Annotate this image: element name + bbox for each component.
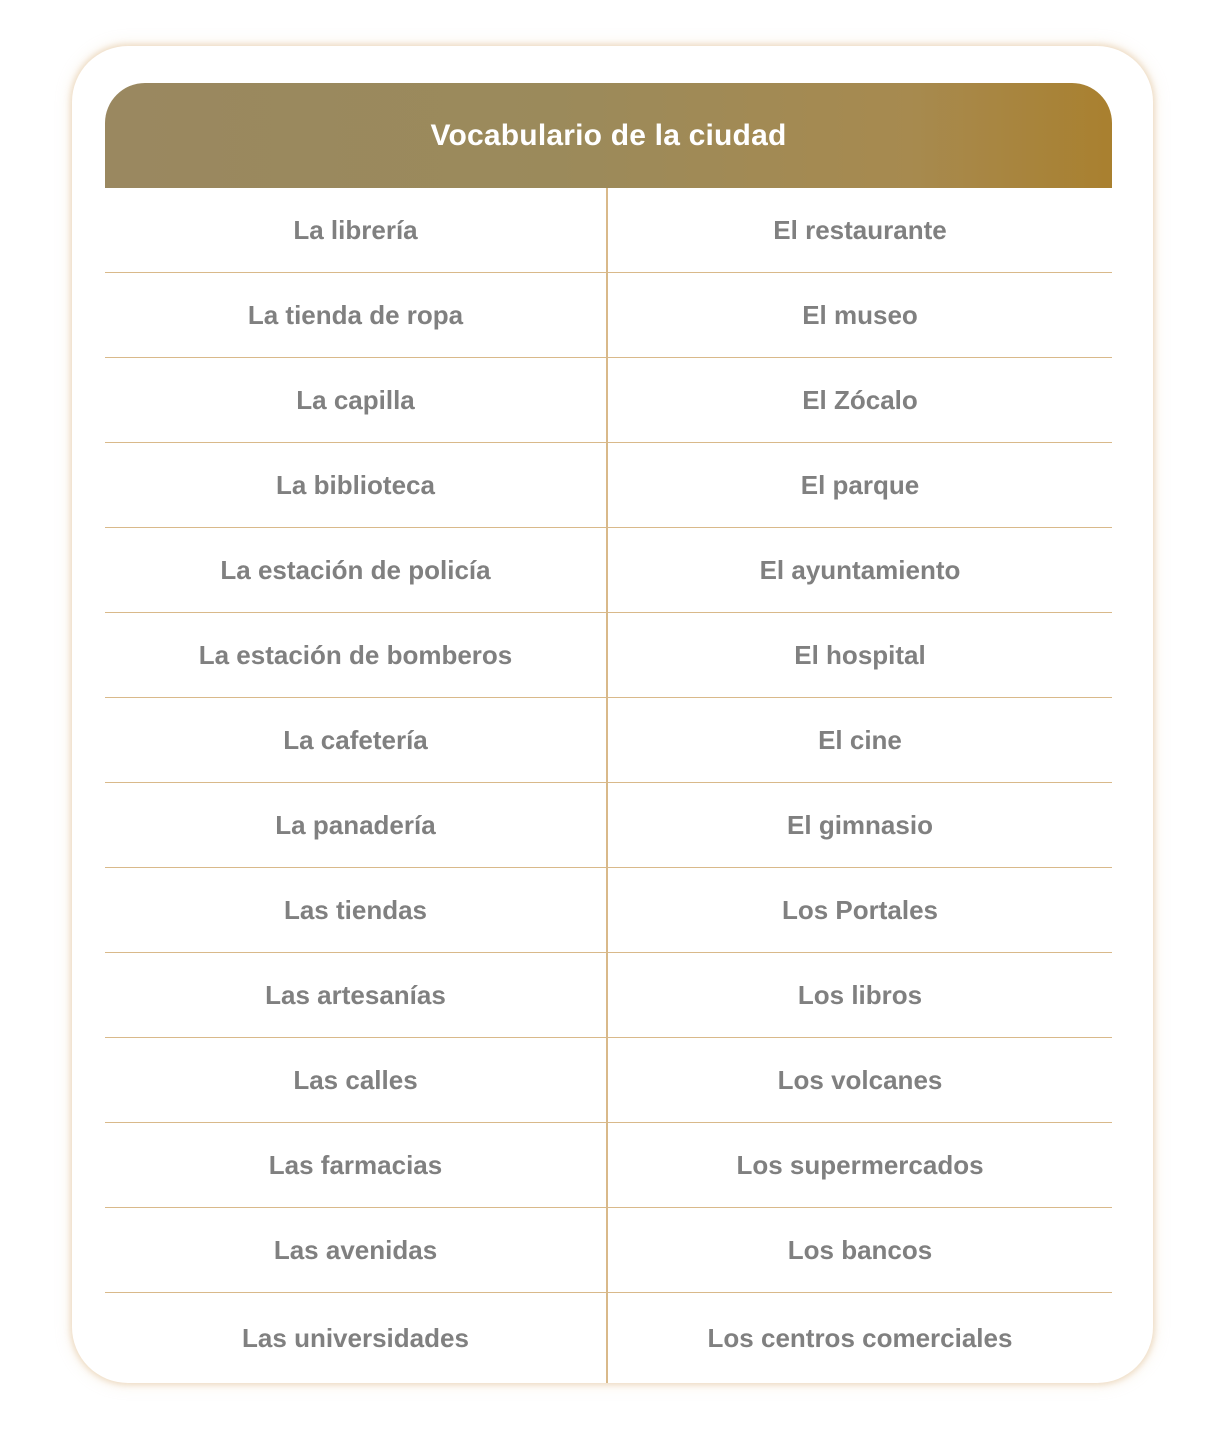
table-row [105, 783, 1112, 868]
vocab-cell-masculine: Los libros [797, 979, 923, 1010]
table-row [105, 1208, 1112, 1293]
vocab-cell-masculine: El Zócalo [802, 384, 918, 415]
vocab-cell-feminine: Las avenidas [105, 1208, 608, 1292]
table-row [105, 1038, 1112, 1123]
vocab-cell-feminine: Las artesanías [105, 953, 608, 1037]
vocab-cell-masculine: Los supermercados [736, 1149, 984, 1180]
vocab-cell-masculine: El cine [818, 724, 902, 755]
table-row [105, 953, 1112, 1038]
vocab-cell-masculine: El gimnasio [787, 809, 933, 840]
table-row [105, 613, 1112, 698]
vocab-cell-feminine: La cafetería [105, 698, 608, 782]
vocab-cell-feminine: La tienda de ropa [105, 273, 608, 357]
vocab-cell-masculine: El restaurante [773, 214, 947, 245]
table-row [105, 443, 1112, 528]
vocab-cell-feminine: La panadería [105, 783, 608, 867]
vocab-cell-masculine: Los bancos [787, 1234, 933, 1265]
vocab-cell-masculine: El hospital [794, 639, 926, 670]
table-title: Vocabulario de la ciudad [105, 83, 1112, 188]
vocab-cell-masculine: El museo [802, 299, 918, 330]
table-row [105, 528, 1112, 613]
vocab-cell-feminine: La estación de policía [105, 528, 608, 612]
vocab-cell-feminine: La librería [105, 188, 608, 272]
vocab-cell-feminine: La biblioteca [105, 443, 608, 527]
vocab-cell-masculine: Los centros comerciales [707, 1322, 1013, 1353]
table-row [105, 188, 1112, 273]
table-row [105, 868, 1112, 953]
vocab-cell-feminine: La capilla [105, 358, 608, 442]
table-row [105, 358, 1112, 443]
table-row [105, 273, 1112, 358]
vocab-cell-masculine: El parque [800, 469, 920, 500]
vocab-cell-masculine: El ayuntamiento [759, 554, 961, 585]
vocab-cell-masculine: Los Portales [781, 894, 939, 925]
vocab-cell-feminine: Las calles [105, 1038, 608, 1122]
vocab-cell-feminine: La estación de bomberos [105, 613, 608, 697]
table-row [105, 1123, 1112, 1208]
table-body [105, 188, 1112, 1383]
vocab-cell-feminine: Las tiendas [105, 868, 608, 952]
vocab-cell-feminine: Las farmacias [105, 1123, 608, 1207]
table-row [105, 698, 1112, 783]
vocab-cell-feminine: Las universidades [105, 1293, 608, 1383]
vocab-cell-masculine: Los volcanes [777, 1064, 943, 1095]
table-row [105, 1293, 1112, 1383]
vocabulary-table [105, 83, 1112, 1383]
